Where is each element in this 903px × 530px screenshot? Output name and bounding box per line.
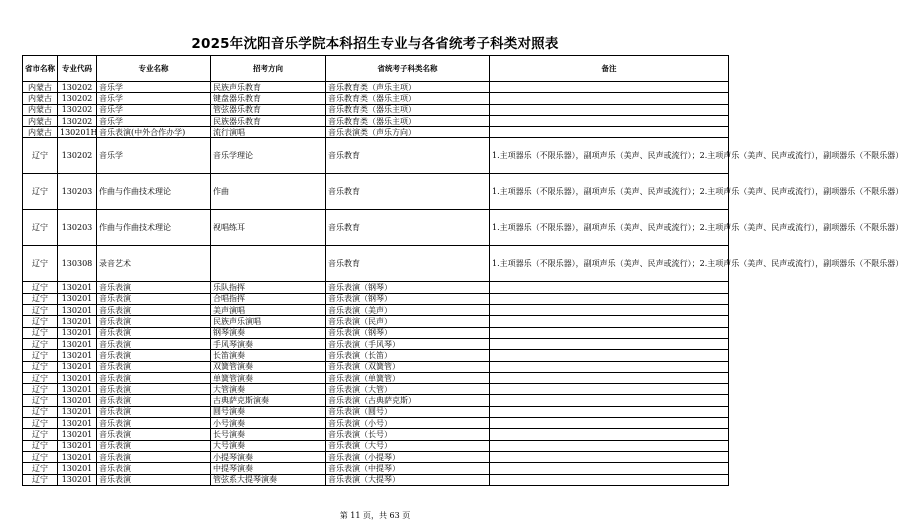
cell-code: 130201 [58,327,97,338]
cell-code: 130201 [58,316,97,327]
cell-category: 音乐表演（大管） [326,384,490,395]
cell-province: 辽宁 [23,440,58,451]
cell-note [490,361,729,372]
cell-code: 130201 [58,440,97,451]
cell-code: 130202 [58,115,97,126]
cell-category: 音乐表演（长笛） [326,350,490,361]
cell-code: 130202 [58,82,97,93]
cell-category: 音乐表演（钢琴） [326,327,490,338]
cell-province: 辽宁 [23,372,58,383]
cell-province: 内蒙古 [23,127,58,138]
cell-major: 作曲与作曲技术理论 [97,210,211,246]
cell-category: 音乐表演（双簧管） [326,361,490,372]
cell-note [490,93,729,104]
cell-major: 音乐学 [97,82,211,93]
cell-direction: 单簧管演奏 [211,372,326,383]
cell-province: 辽宁 [23,384,58,395]
cell-major: 音乐表演 [97,395,211,406]
cell-direction: 小提琴演奏 [211,451,326,462]
cell-code: 130202 [58,138,97,174]
cell-note [490,474,729,485]
cell-major: 音乐表演 [97,474,211,485]
cell-category: 音乐表演（手风琴） [326,338,490,349]
cell-province: 辽宁 [23,451,58,462]
table-row [23,282,729,293]
table-row [23,474,729,485]
table-row [23,338,729,349]
header-major: 专业名称 [97,56,211,82]
cell-direction [211,246,326,282]
table-row [23,82,729,93]
cell-direction: 长笛演奏 [211,350,326,361]
table-row [23,451,729,462]
cell-code: 130201 [58,361,97,372]
cell-category: 音乐表演（中提琴） [326,463,490,474]
cell-direction: 视唱练耳 [211,210,326,246]
cell-province: 辽宁 [23,463,58,474]
cell-major: 音乐表演 [97,451,211,462]
cell-category: 音乐表演（钢琴） [326,282,490,293]
cell-category: 音乐教育 [326,138,490,174]
cell-direction: 手风琴演奏 [211,338,326,349]
cell-category: 音乐表演（小提琴） [326,451,490,462]
cell-province: 辽宁 [23,395,58,406]
cell-major: 音乐表演 [97,282,211,293]
header-province: 省市名称 [23,56,58,82]
cell-direction: 合唱指挥 [211,293,326,304]
cell-major: 音乐表演 [97,305,211,316]
cell-direction: 键盘器乐教育 [211,93,326,104]
cell-major: 音乐表演 [97,350,211,361]
table-body [23,82,903,486]
table-row [23,210,729,246]
cell-code: 130201 [58,350,97,361]
table-row [23,395,729,406]
header-direction: 招考方向 [211,56,326,82]
cell-major: 录音艺术 [97,246,211,282]
cell-code: 130201 [58,384,97,395]
cell-major: 音乐表演 [97,406,211,417]
header-note: 备注 [490,56,729,82]
cell-code: 130201 [58,282,97,293]
cell-category: 音乐表演（圆号） [326,406,490,417]
cell-note [490,127,729,138]
cell-major: 音乐表演 [97,327,211,338]
table-row [23,384,729,395]
cell-note [490,316,729,327]
cell-province: 辽宁 [23,429,58,440]
cell-major: 音乐表演 [97,372,211,383]
cell-category: 音乐表演（钢琴） [326,293,490,304]
table-row [23,174,729,210]
cell-category: 音乐教育类（器乐主项） [326,115,490,126]
cell-direction: 音乐学理论 [211,138,326,174]
cell-direction: 民族声乐演唱 [211,316,326,327]
table-row [23,429,729,440]
cell-major: 音乐表演 [97,293,211,304]
table-row [23,115,729,126]
cell-direction: 美声演唱 [211,305,326,316]
cell-major: 作曲与作曲技术理论 [97,174,211,210]
cell-note [490,104,729,115]
cell-direction: 长号演奏 [211,429,326,440]
cell-direction: 民族声乐教育 [211,82,326,93]
cell-note: 1.主项器乐（不限乐器），副项声乐（美声、民声或流行）；2.主项声乐（美声、民声或流行），副项器乐（不限乐器） [490,138,729,174]
table-row [23,361,729,372]
cell-direction: 圆号演奏 [211,406,326,417]
cell-code: 130201 [58,305,97,316]
cell-province: 辽宁 [23,316,58,327]
table-row [23,418,729,429]
cell-major: 音乐学 [97,93,211,104]
cell-note: 1.主项器乐（不限乐器），副项声乐（美声、民声或流行）；2.主项声乐（美声、民声或流行），副项器乐（不限乐器） [490,246,729,282]
cell-major: 音乐表演 [97,384,211,395]
cell-note [490,395,729,406]
cell-direction: 管弦系大提琴演奏 [211,474,326,485]
page-title: 2025年沈阳音乐学院本科招生专业与各省统考子科类对照表 [191,36,559,52]
cell-category: 音乐教育类（声乐主项） [326,82,490,93]
cell-note [490,115,729,126]
cell-code: 130202 [58,104,97,115]
cell-note [490,429,729,440]
cell-code: 130203 [58,174,97,210]
cell-code: 130201 [58,474,97,485]
cell-province: 内蒙古 [23,104,58,115]
cell-note [490,293,729,304]
cell-province: 辽宁 [23,210,58,246]
cell-direction: 民族器乐教育 [211,115,326,126]
cell-category: 音乐教育 [326,174,490,210]
cell-major: 音乐表演 [97,316,211,327]
cell-code: 130201 [58,451,97,462]
cell-province: 辽宁 [23,246,58,282]
cell-note [490,372,729,383]
cell-province: 辽宁 [23,474,58,485]
cell-major: 音乐学 [97,104,211,115]
cell-note [490,451,729,462]
cell-note [490,418,729,429]
cell-province: 内蒙古 [23,115,58,126]
cell-province: 辽宁 [23,282,58,293]
table-row [23,104,729,115]
cell-category: 音乐表演（民声） [326,316,490,327]
table-row [23,293,729,304]
cell-note [490,463,729,474]
cell-category: 音乐教育类（器乐主项） [326,93,490,104]
cell-code: 130308 [58,246,97,282]
cell-code: 130201 [58,429,97,440]
header-code: 专业代码 [58,56,97,82]
cell-code: 130201 [58,293,97,304]
cell-category: 音乐教育 [326,210,490,246]
cell-category: 音乐表演（长号） [326,429,490,440]
cell-province: 辽宁 [23,293,58,304]
table-row [23,305,729,316]
table-header-row [23,56,729,82]
cell-category: 音乐表演（大号） [326,440,490,451]
cell-category: 音乐教育类（器乐主项） [326,104,490,115]
cell-province: 辽宁 [23,338,58,349]
cell-category: 音乐表演（单簧管） [326,372,490,383]
cell-code: 130201 [58,418,97,429]
cell-direction: 小号演奏 [211,418,326,429]
cell-province: 辽宁 [23,174,58,210]
cell-direction: 双簧管演奏 [211,361,326,372]
cell-note [490,440,729,451]
cell-note [490,384,729,395]
cell-direction: 中提琴演奏 [211,463,326,474]
table-row [23,327,729,338]
cell-note [490,406,729,417]
table-row [23,350,729,361]
table-row [23,93,729,104]
cell-province: 辽宁 [23,350,58,361]
cell-note [490,282,729,293]
cell-major: 音乐表演(中外合作办学) [97,127,211,138]
cell-note [490,305,729,316]
table-row [23,406,729,417]
cell-province: 内蒙古 [23,93,58,104]
cell-category: 音乐表演（古典萨克斯） [326,395,490,406]
cell-category: 音乐教育 [326,246,490,282]
page-footer: 第 11 页，共 63 页 [339,511,411,520]
cell-province: 辽宁 [23,418,58,429]
header-category: 省统考子科类名称 [326,56,490,82]
cell-province: 辽宁 [23,305,58,316]
cell-direction: 管弦器乐教育 [211,104,326,115]
cell-code: 130201 [58,395,97,406]
cell-major: 音乐表演 [97,429,211,440]
cell-major: 音乐表演 [97,440,211,451]
cell-province: 辽宁 [23,361,58,372]
cell-code: 130201 [58,406,97,417]
cell-province: 辽宁 [23,406,58,417]
cell-code: 130201 [58,463,97,474]
cell-note [490,338,729,349]
cell-major: 音乐学 [97,138,211,174]
cell-code: 130201H [58,127,97,138]
cell-note: 1.主项器乐（不限乐器），副项声乐（美声、民声或流行）；2.主项声乐（美声、民声或流行），副项器乐（不限乐器） [490,174,729,210]
cell-direction: 作曲 [211,174,326,210]
cell-major: 音乐表演 [97,361,211,372]
cell-category: 音乐表演类（声乐方向） [326,127,490,138]
table-row [23,463,729,474]
cell-province: 内蒙古 [23,82,58,93]
cell-major: 音乐表演 [97,418,211,429]
cell-direction: 流行演唱 [211,127,326,138]
cell-code: 130201 [58,338,97,349]
cell-category: 音乐表演（美声） [326,305,490,316]
cell-note: 1.主项器乐（不限乐器），副项声乐（美声、民声或流行）；2.主项声乐（美声、民声或流行），副项器乐（不限乐器） [490,210,729,246]
table-row [23,440,729,451]
cell-direction: 大管演奏 [211,384,326,395]
cell-direction: 大号演奏 [211,440,326,451]
cell-code: 130201 [58,372,97,383]
cell-major: 音乐表演 [97,463,211,474]
cell-code: 130202 [58,93,97,104]
cell-note [490,350,729,361]
table-row [23,138,729,174]
cell-province: 辽宁 [23,138,58,174]
cell-direction: 钢琴演奏 [211,327,326,338]
table-row [23,127,729,138]
table-row [23,372,729,383]
cell-code: 130203 [58,210,97,246]
cell-major: 音乐学 [97,115,211,126]
cell-direction: 古典萨克斯演奏 [211,395,326,406]
table-row [23,316,729,327]
cell-category: 音乐表演（大提琴） [326,474,490,485]
cell-note [490,82,729,93]
cell-category: 音乐表演（小号） [326,418,490,429]
cell-province: 辽宁 [23,327,58,338]
cell-major: 音乐表演 [97,338,211,349]
cell-direction: 乐队指挥 [211,282,326,293]
admission-table [22,55,903,486]
table-row [23,246,729,282]
cell-note [490,327,729,338]
